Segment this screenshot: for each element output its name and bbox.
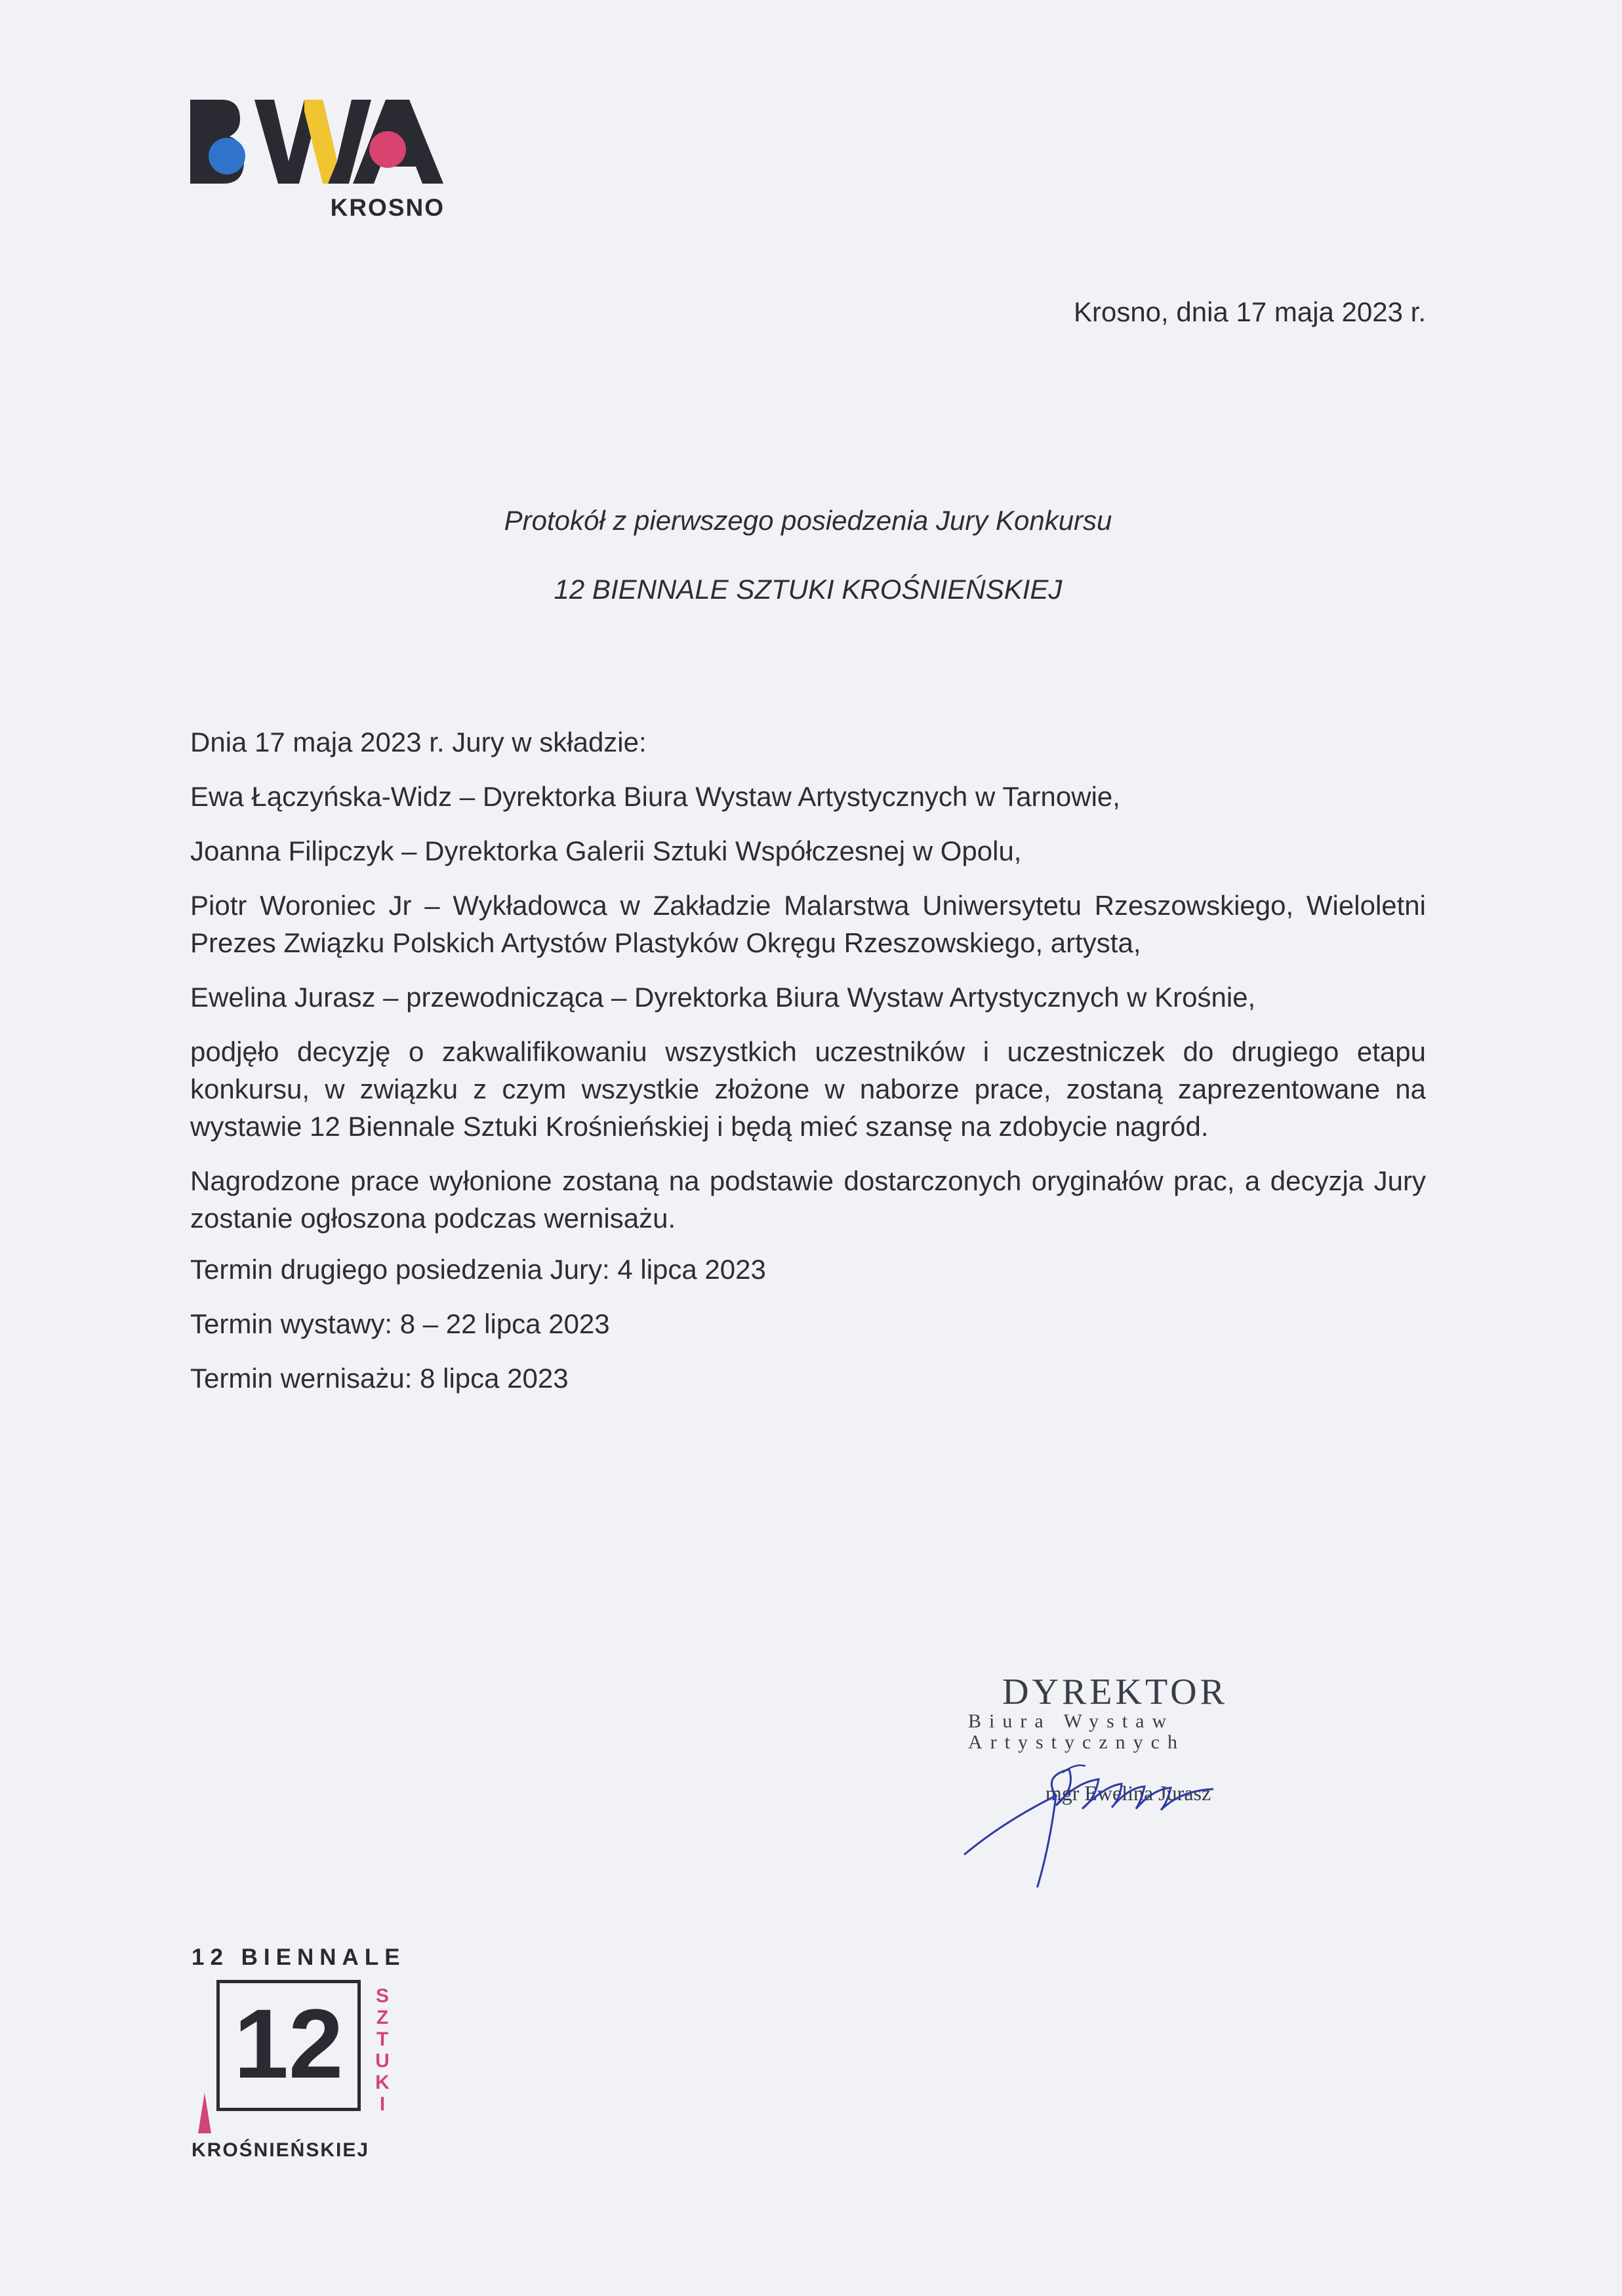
director-stamp bbox=[944, 1671, 1259, 1887]
handwritten-signature bbox=[944, 1697, 1259, 1887]
stamp-name: mgr Ewelina Jurasz bbox=[1045, 1781, 1211, 1805]
jury-member-1: Ewa Łączyńska-Widz – Dyrektorka Biura Wystaw Artystycznych w Tarnowie, bbox=[190, 781, 1120, 812]
jury-member-4: Ewelina Jurasz – przewodnicząca – Dyrektorka Biura Wystaw Artystycznych w Krośnie, bbox=[190, 982, 1256, 1013]
exhibition-dates: Termin wystawy: 8 – 22 lipca 2023 bbox=[190, 1308, 610, 1339]
biennale-side-letter: S bbox=[375, 1985, 389, 2007]
vernissage-date: Termin wernisażu: 8 lipca 2023 bbox=[190, 1363, 569, 1394]
bwa-logo-mark bbox=[189, 98, 445, 190]
biennale-side-letter: T bbox=[376, 2028, 389, 2050]
logo-city: KROSNO bbox=[330, 194, 445, 221]
biennale-side-letter: U bbox=[375, 2050, 390, 2072]
biennale-logo-mark bbox=[198, 2093, 211, 2133]
document-title: Protokół z pierwszego posiedzenia Jury Konkursu bbox=[504, 505, 1112, 536]
document-subtitle: 12 BIENNALE SZTUKI KROŚNIEŃSKIEJ bbox=[554, 574, 1063, 605]
document-body bbox=[190, 723, 1426, 1397]
decision-paragraph: podjęło decyzję o zakwalifikowaniu wszystkich uczestników i uczestniczek do drugiego etapu konkursu, w związku z czym wszystkie złożone w naborze prace, zostaną zaprezentowane na wystawie 12 Biennale Sztuki Krośnieńskiej i będą mieć szansę na zdobycie nagród. bbox=[190, 1036, 1426, 1142]
biennale-logo bbox=[190, 1944, 413, 2167]
stamp-line-2: Artystycznych bbox=[968, 1731, 1185, 1753]
biennale-side-letter: I bbox=[379, 2093, 386, 2115]
biennale-side-letter: K bbox=[375, 2072, 390, 2093]
biennale-logo-top: 12 BIENNALE bbox=[192, 1944, 406, 1970]
bwa-logo bbox=[189, 98, 445, 230]
jury-member-2: Joanna Filipczyk – Dyrektorka Galerii Sztuki Współczesnej w Opolu, bbox=[190, 836, 1022, 866]
stamp-line-1: Biura Wystaw bbox=[968, 1710, 1175, 1732]
biennale-logo-bottom: KROŚNIEŃSKIEJ bbox=[192, 2139, 370, 2161]
second-meeting-date: Termin drugiego posiedzenia Jury: 4 lipca 2023 bbox=[190, 1254, 766, 1285]
intro-paragraph: Dnia 17 maja 2023 r. Jury w składzie: bbox=[190, 727, 647, 757]
document-date: Krosno, dnia 17 maja 2023 r. bbox=[1073, 296, 1426, 327]
jury-member-3: Piotr Woroniec Jr – Wykładowca w Zakładzie Malarstwa Uniwersytetu Rzeszowskiego, Wieloletni Prezes Związku Polskich Artystów Plastyków Okręgu Rzeszowskiego, artysta, bbox=[190, 890, 1426, 958]
biennale-logo-box bbox=[216, 1980, 361, 2111]
biennale-logo-side bbox=[373, 1985, 392, 2115]
awards-paragraph: Nagrodzone prace wyłonione zostaną na podstawie dostarczonych oryginałów prac, a decyzja Jury zostanie ogłoszona podczas wernisażu. bbox=[190, 1165, 1426, 1234]
stamp-title: DYREKTOR bbox=[1002, 1672, 1228, 1712]
biennale-side-letter: Z bbox=[376, 2007, 389, 2028]
biennale-logo-number: 12 bbox=[233, 1988, 344, 2099]
